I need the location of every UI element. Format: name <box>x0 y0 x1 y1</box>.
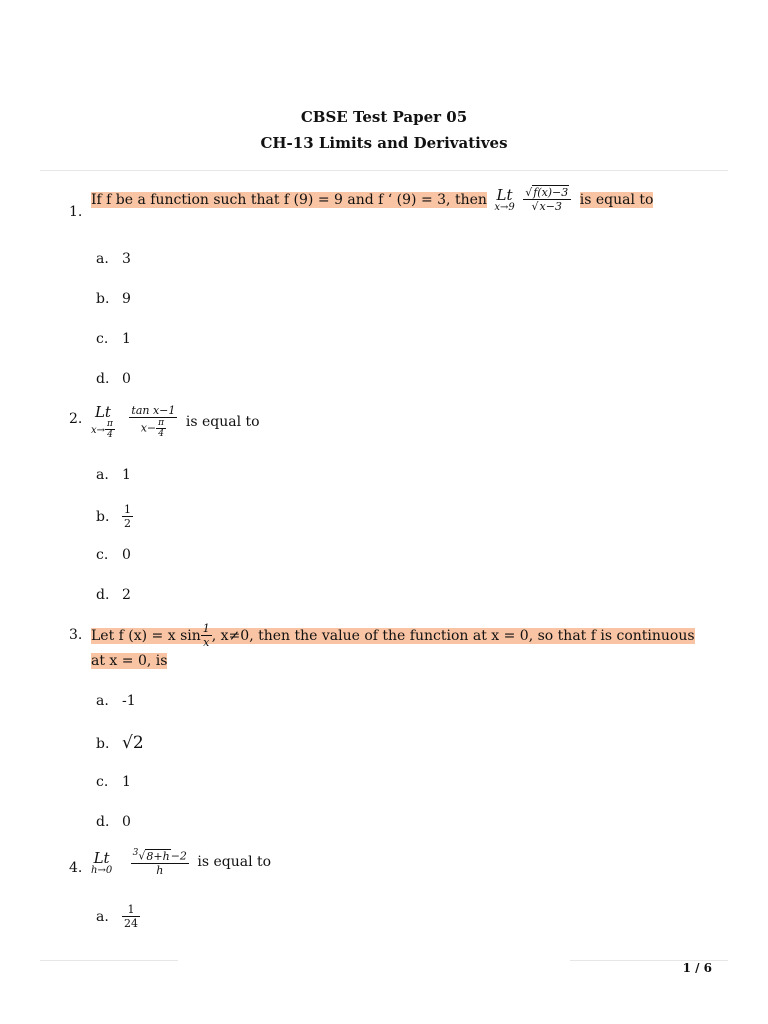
option-a: a. -1 <box>96 693 136 709</box>
question-3-text-line2: at x = 0, is <box>91 653 168 669</box>
question-number: 2. <box>69 411 83 427</box>
question-text: If f be a function such that f (9) = 9 and f ‘ (9) = 3, then <box>91 191 487 208</box>
question-4-text <box>91 848 271 877</box>
limit-operator: Lt h→0 <box>91 848 113 876</box>
option-b: b. 9 <box>96 291 131 307</box>
option-a: a. 3 <box>96 251 131 267</box>
footer-divider-left <box>40 960 178 961</box>
option-a: a. 1 <box>96 467 131 483</box>
option-d: d. 2 <box>96 587 131 603</box>
option-b: b. √2 <box>96 733 144 753</box>
question-number: 3. <box>69 627 83 643</box>
option-c: c. 0 <box>96 547 131 563</box>
question-text-tail: is equal to <box>579 191 654 208</box>
option-d: d. 0 <box>96 814 131 830</box>
option-c: c. 1 <box>96 331 131 347</box>
question-number: 4. <box>69 860 83 876</box>
question-number: 1. <box>69 204 83 220</box>
question-3-text <box>91 622 695 649</box>
question-text: Let f (x) = x sin $\frac{1}{x}$ , x≠0, then the value of the function at x = 0, so that f is continuous <box>91 622 695 649</box>
option-a: a. $\frac{1}{24}$ <box>96 903 138 930</box>
page-subtitle: CH-13 Limits and Derivatives <box>260 134 508 152</box>
limit-operator: Lt x→9 <box>494 186 515 213</box>
option-b: b. $\frac{1}{2}$ <box>96 503 131 530</box>
limit-fraction: $\frac{√f(x)-3}{√x-3}$ <box>523 186 571 213</box>
option-c: c. 1 <box>96 774 131 790</box>
question-text-tail: is equal to <box>197 854 272 871</box>
question-1-text <box>91 186 653 213</box>
option-d: d. 0 <box>96 371 131 387</box>
limit-fraction: tan x−1 x− $\frac{\pi}{4}$ <box>131 404 176 439</box>
page-number: 1 / 6 <box>682 961 712 975</box>
limit-fraction: $\frac{^3√8+h-2}{h}$ <box>132 848 187 877</box>
limit-operator: Lt x→ $\frac{\pi}{4}$ <box>91 403 113 440</box>
question-2-text <box>91 403 260 440</box>
header-divider <box>40 170 728 171</box>
page-title: CBSE Test Paper 05 <box>300 108 468 126</box>
question-text-tail: is equal to <box>185 413 260 430</box>
